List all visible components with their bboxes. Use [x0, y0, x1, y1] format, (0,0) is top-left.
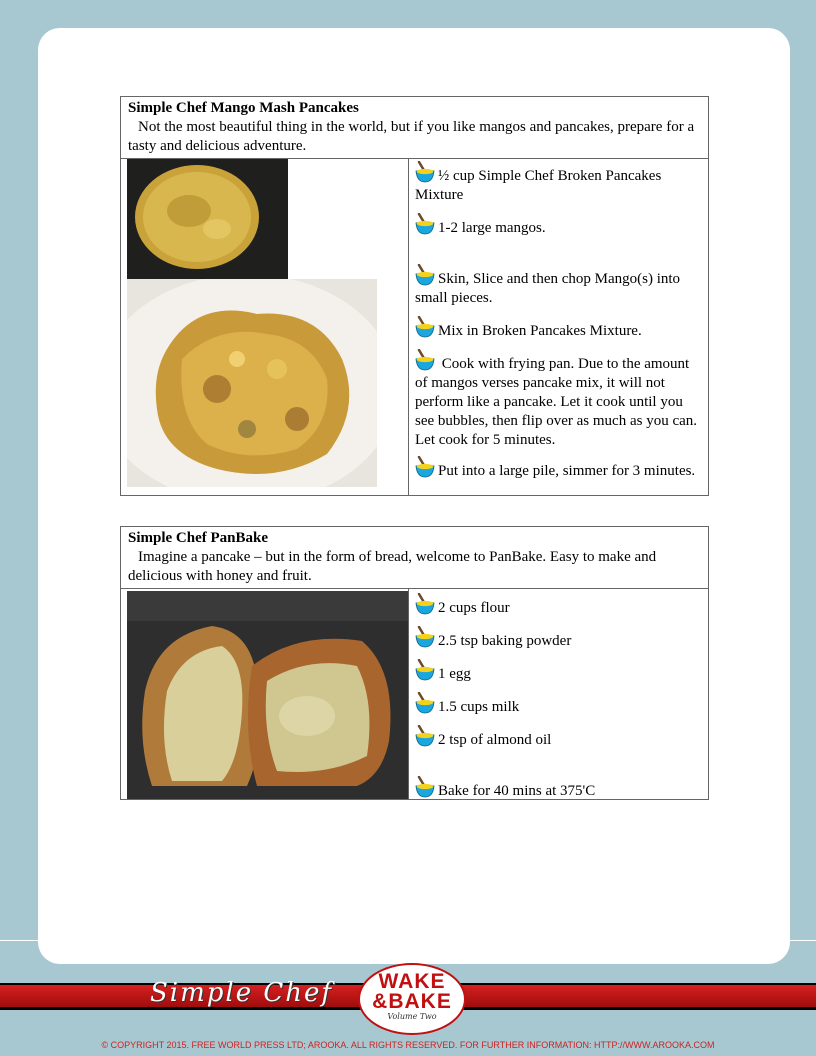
list-item [415, 659, 702, 684]
recipe-steps [409, 589, 708, 799]
ingredient-text: 2 tsp of almond oil [438, 732, 552, 748]
logo-text: &BAKE [372, 990, 452, 1013]
mixing-bowl-icon [415, 659, 435, 681]
recipe-header [121, 97, 708, 159]
wake-and-bake-logo [358, 963, 466, 1035]
list-item [415, 626, 702, 651]
recipe-steps [409, 159, 708, 495]
panbake-bread-photo [127, 591, 408, 799]
copyright-notice: © COPYRIGHT 2015. FREE WORLD PRESS LTD; AROOKA. ALL RIGHTS RESERVED. FOR FURTHER INFORMATION: HTTP://WWW.AROOKA.COM [101, 1040, 715, 1050]
ingredient-text: 2.5 tsp baking powder [438, 633, 572, 649]
list-item [415, 213, 702, 238]
mixing-bowl-icon [415, 593, 435, 615]
step-text: Put into a large pile, simmer for 3 minutes. [438, 463, 696, 479]
mixing-bowl-icon [415, 725, 435, 747]
list-item [415, 161, 702, 205]
recipe-photos [121, 589, 409, 799]
divider-line [0, 940, 38, 941]
step-text: Cook with frying pan. Due to the amount of mangos verses pancake mix, it will not perform like a pancake. Let it cook until you see bubbles, then flip over as much as you can. Let cook for 5 minutes. [415, 356, 698, 448]
ingredient-text: ½ cup Simple Chef Broken Pancakes Mixture [415, 168, 662, 203]
recipe-description: Not the most beautiful thing in the world, but if you like mangos and pancakes, prepare for a tasty and delicious adventure. [128, 119, 695, 154]
list-item [415, 692, 702, 717]
ingredient-text: 2 cups flour [438, 600, 510, 616]
mixing-bowl-icon [415, 349, 435, 371]
step-text: Bake for 40 mins at 375'C [438, 783, 596, 799]
list-item [415, 349, 702, 450]
step-text: Mix in Broken Pancakes Mixture. [438, 323, 642, 339]
list-item [415, 316, 702, 341]
recipe-header [121, 527, 708, 589]
logo-text: WAKE [378, 970, 446, 993]
mixing-bowl-icon [415, 626, 435, 648]
brand-name: Simple Chef [150, 978, 334, 1008]
recipe-card-panbake [120, 526, 709, 800]
divider-line [790, 940, 816, 941]
recipe-description: Imagine a pancake – but in the form of bread, welcome to PanBake. Easy to make and delicious with honey and fruit. [128, 549, 657, 584]
ingredient-text: 1-2 large mangos. [438, 220, 546, 236]
list-item [415, 264, 702, 308]
mixing-bowl-icon [415, 316, 435, 338]
mixing-bowl-icon [415, 456, 435, 478]
mango-mash-plate-photo [127, 279, 377, 487]
list-item [415, 776, 702, 801]
step-text: Skin, Slice and then chop Mango(s) into small pieces. [415, 271, 681, 306]
mixing-bowl-icon [415, 213, 435, 235]
recipe-title: Simple Chef PanBake [128, 530, 269, 546]
mixing-bowl-icon [415, 692, 435, 714]
list-item [415, 725, 702, 750]
mixing-bowl-icon [415, 161, 435, 183]
pancake-in-pan-photo [127, 159, 288, 279]
ingredient-text: 1.5 cups milk [438, 699, 520, 715]
list-item [415, 456, 702, 481]
list-item [415, 593, 702, 618]
recipe-card-mango-mash [120, 96, 709, 496]
recipe-photos [121, 159, 409, 495]
mixing-bowl-icon [415, 776, 435, 798]
ingredient-text: 1 egg [438, 666, 471, 682]
recipe-title: Simple Chef Mango Mash Pancakes [128, 100, 359, 116]
logo-subtitle: Volume Two [387, 1012, 437, 1021]
mixing-bowl-icon [415, 264, 435, 286]
